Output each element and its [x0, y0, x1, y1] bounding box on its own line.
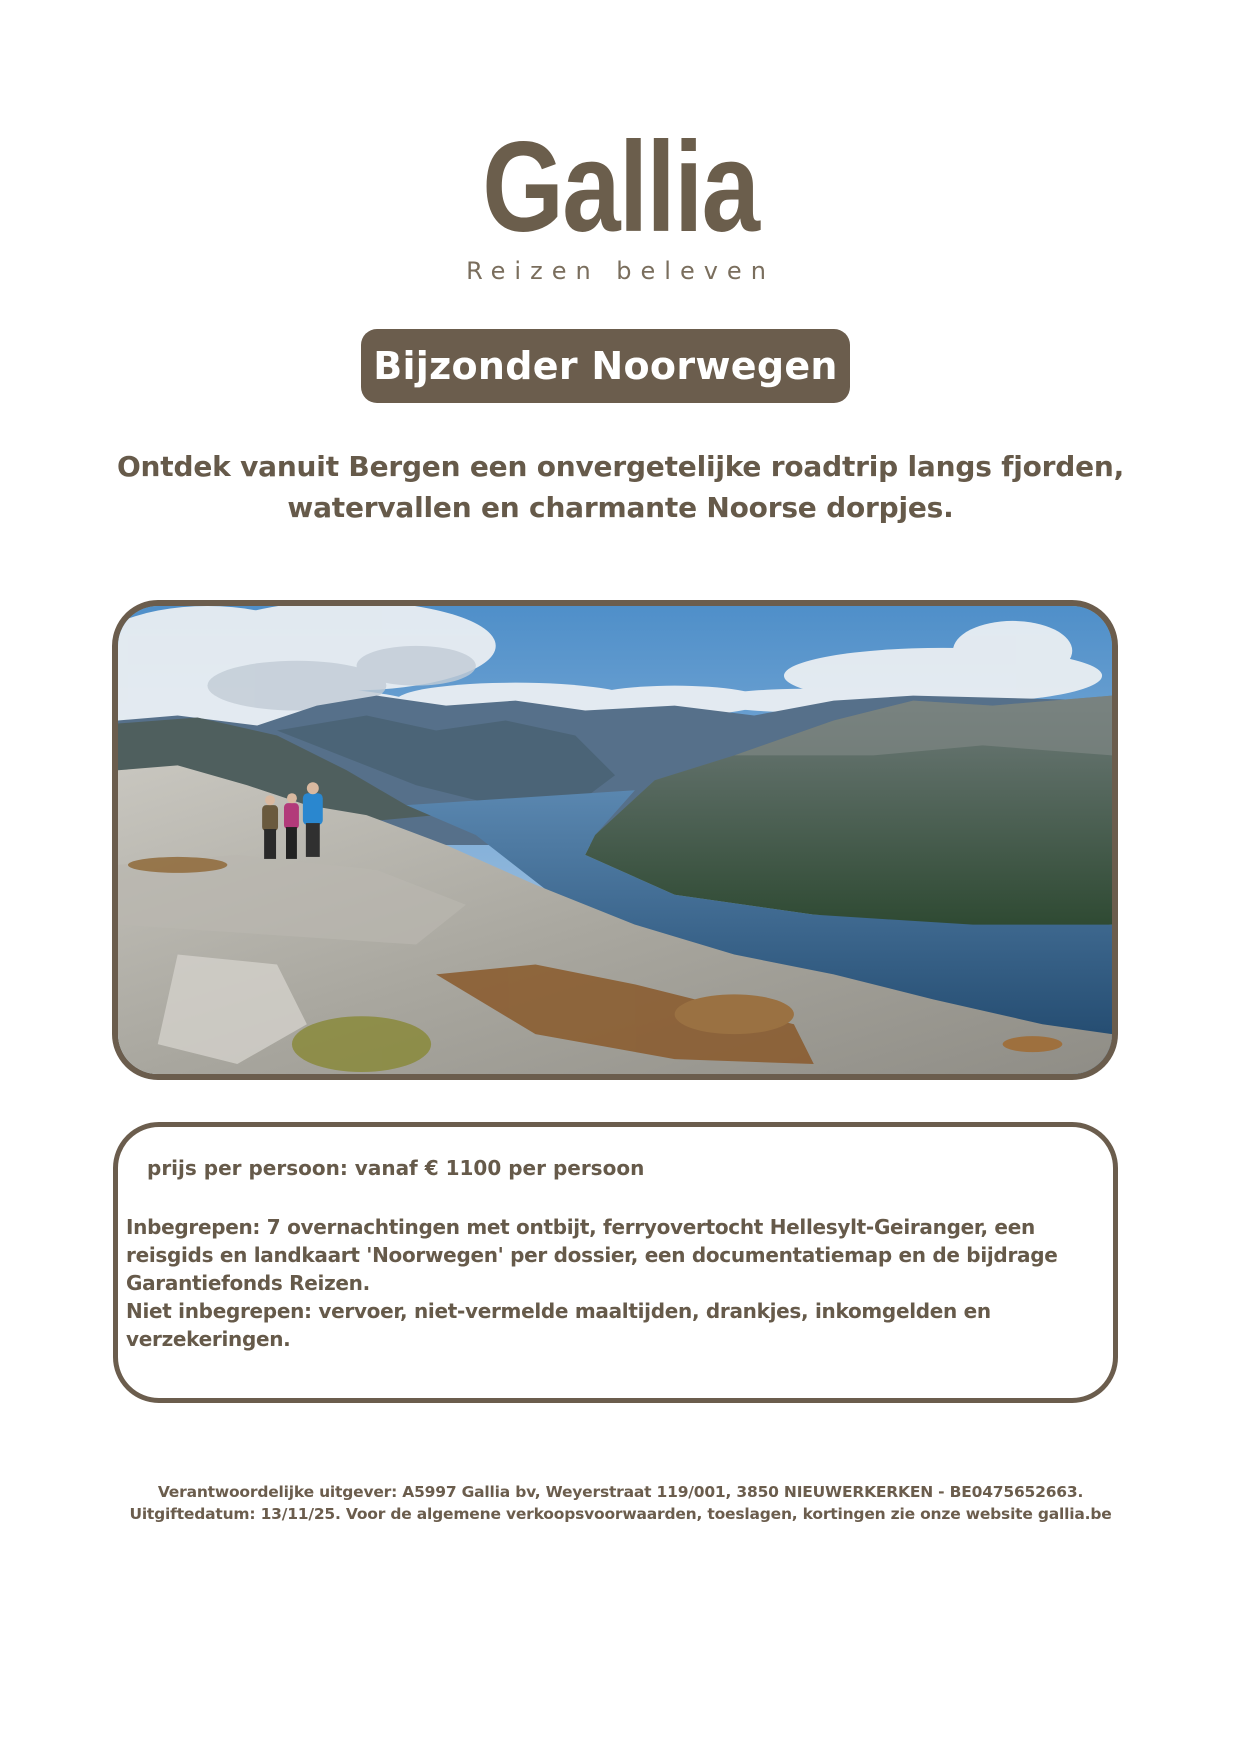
- footer: [0, 1481, 1241, 1525]
- subtitle-line-2: watervallen en charmante Noorse dorpjes.: [287, 491, 954, 524]
- page-title: Bijzonder Noorwegen: [373, 344, 838, 388]
- footer-issue-date: Uitgiftedatum: 13/11/25. Voor de algemene verkoopsvoorwaarden, toeslagen, kortingen zie onze website gallia.be: [129, 1505, 1112, 1523]
- fjord-landscape-image: [118, 606, 1112, 1074]
- price-text: prijs per persoon: vanaf € 1100 per persoon: [147, 1156, 645, 1180]
- title-banner: [361, 329, 850, 403]
- hero-photo: [112, 600, 1118, 1080]
- brand-logo: [0, 116, 1241, 259]
- not-included-text: Niet inbegrepen: vervoer, niet-vermelde maaltijden, drankjes, inkomgelden en verzekeringen.: [126, 1299, 991, 1351]
- details-text: [126, 1213, 1111, 1353]
- subtitle-line-1: Ontdek vanuit Bergen een onvergetelijke roadtrip langs fjorden,: [116, 450, 1125, 483]
- brand-name: Gallia: [482, 116, 759, 259]
- footer-publisher: Verantwoordelijke uitgever: A5997 Gallia bv, Weyerstraat 119/001, 3850 NIEUWERKERKEN - BE0475652663.: [157, 1483, 1084, 1501]
- subtitle: [100, 446, 1141, 528]
- brand-tagline: Reizen beleven: [466, 257, 775, 285]
- included-text: Inbegrepen: 7 overnachtingen met ontbijt, ferryovertocht Hellesylt-Geiranger, een reisgids en landkaart 'Noorwegen' per dossier, een documentatiemap en de bijdrage Garantiefonds Reizen.: [126, 1215, 1058, 1295]
